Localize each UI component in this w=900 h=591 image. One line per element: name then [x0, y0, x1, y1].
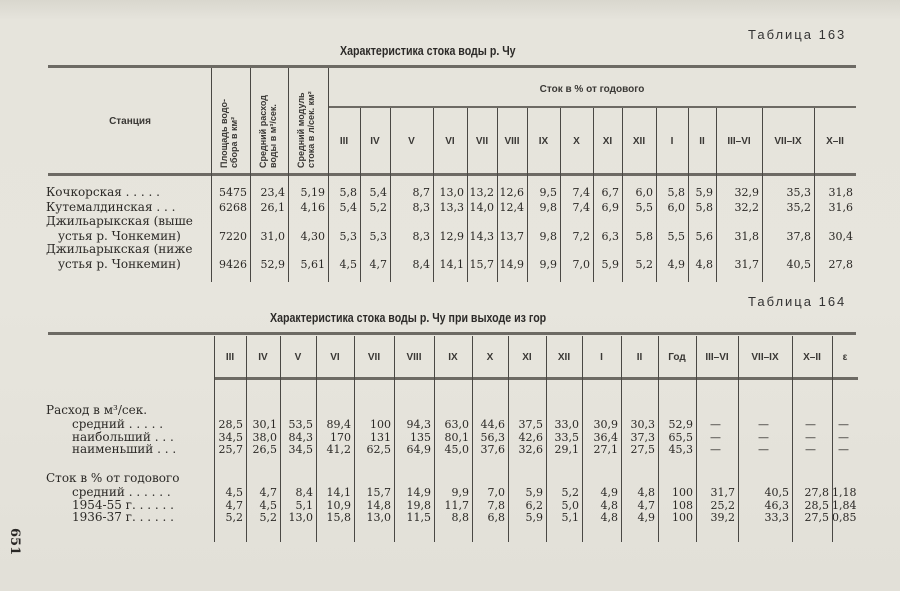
column-header: III–VI	[705, 352, 729, 363]
table-cell: 5,5	[667, 230, 685, 243]
table-cell: 5,2	[369, 201, 387, 214]
table-cell: 5,9	[695, 186, 713, 199]
table-cell: 11,7	[444, 498, 469, 512]
row-label: наибольший . . .	[72, 429, 174, 444]
month-header: VII	[475, 136, 489, 147]
table-164-header-rule	[214, 377, 858, 380]
table-cell: 5,1	[561, 511, 579, 524]
table-cell: 4,16	[300, 201, 325, 214]
table-cell: 9,5	[539, 186, 557, 199]
column-header: V	[294, 352, 302, 363]
month-header: IV	[370, 136, 380, 147]
table-cell: 31,6	[828, 201, 853, 214]
table-cell: 5,3	[369, 230, 387, 243]
table-cell: 7,0	[487, 486, 505, 499]
table-cell: 5,8	[667, 186, 685, 199]
column-header: I	[600, 352, 603, 363]
table-cell: —	[710, 443, 721, 456]
month-header: VI	[445, 136, 455, 147]
table-cell: 12,4	[499, 201, 524, 214]
column-header: VIII	[406, 352, 422, 363]
month-header: X–II	[826, 136, 844, 147]
table-cell: 56,3	[480, 430, 505, 444]
table-cell: 6,8	[487, 511, 505, 524]
table-cell: 33,3	[764, 511, 789, 524]
table-cell: 13,0	[366, 511, 391, 524]
column-header: IV	[258, 352, 268, 363]
table-cell: 14,1	[439, 258, 464, 271]
table-163-title: Характеристика стока воды р. Чу	[340, 44, 516, 58]
table-cell: 39,2	[710, 511, 735, 524]
table-cell: 37,8	[786, 230, 811, 243]
table-cell: 5,19	[300, 186, 325, 199]
column-header: XII	[557, 352, 571, 363]
section-title: Сток в % от годового	[46, 471, 180, 485]
station-name: Кочкорская . . . . .	[46, 185, 160, 199]
table-cell: 15,8	[326, 511, 351, 524]
table-cell: 32,2	[734, 201, 759, 214]
section-title: Расход в м³/сек.	[46, 403, 148, 417]
table-cell: 27,5	[630, 443, 655, 456]
table-cell: 13,0	[288, 511, 313, 524]
table-cell: 5,2	[225, 511, 243, 524]
table-cell: 8,4	[412, 258, 430, 271]
table-cell: 4,5	[339, 258, 357, 271]
column-header: X	[486, 352, 494, 363]
table-cell: —	[710, 430, 721, 444]
table-cell: 7,8	[487, 498, 505, 512]
table-cell: 6,3	[601, 230, 619, 243]
table-cell: 14,8	[366, 498, 391, 512]
row-label: наименьший . . .	[72, 442, 177, 456]
table-cell: 31,8	[734, 230, 759, 243]
month-header: V	[408, 136, 415, 147]
table-cell: 170	[330, 430, 351, 444]
table-cell: 5,2	[259, 511, 277, 524]
table-cell: 12,9	[439, 230, 464, 243]
table-cell: —	[710, 418, 721, 431]
station-name: устья р. Чонкемин)	[58, 229, 181, 243]
table-cell: 33,5	[554, 430, 579, 444]
table-cell: 41,2	[326, 443, 351, 456]
table-cell: 42,6	[518, 430, 543, 444]
table-cell: 9,8	[539, 230, 557, 243]
table-cell: 5,8	[339, 186, 357, 199]
station-header: Станция	[109, 116, 151, 127]
table-cell: 30,9	[593, 418, 618, 431]
table-cell: —	[805, 443, 816, 456]
column-header: VI	[330, 352, 340, 363]
column-divider	[328, 68, 329, 282]
column-header: VII	[367, 352, 381, 363]
table-cell: 40,5	[764, 486, 789, 499]
table-cell: 8,4	[295, 486, 313, 499]
table-cell: 31,8	[828, 186, 853, 199]
row-label: 1936-37 г. . . . . .	[72, 510, 174, 524]
table-cell: 34,5	[288, 443, 313, 456]
table-cell: 4,5	[225, 486, 243, 499]
table-cell: 29,1	[554, 443, 579, 456]
table-cell: 35,2	[786, 201, 811, 214]
month-header: XII	[632, 136, 646, 147]
table-cell: 14,9	[406, 486, 431, 499]
page-number: 651	[7, 528, 22, 556]
table-cell: 4,7	[259, 486, 277, 499]
table-cell: 25,7	[218, 443, 243, 456]
table-cell: 9,9	[539, 258, 557, 271]
table-cell: 1,84	[832, 498, 857, 512]
table-cell: 131	[370, 430, 391, 444]
table-cell: 5,1	[295, 498, 313, 512]
column-header: ε	[842, 352, 848, 363]
table-cell: 5,4	[369, 186, 387, 199]
month-header: X	[573, 136, 580, 147]
table-cell: 37,6	[480, 443, 505, 456]
group-header: Сток в % от годового	[539, 84, 645, 95]
table-cell: 64,9	[406, 443, 431, 456]
table-cell: 7,4	[572, 201, 590, 214]
table-cell: 63,0	[444, 418, 469, 431]
table-cell: 4,8	[600, 498, 618, 512]
table-cell: 8,3	[412, 230, 430, 243]
table-cell: 34,5	[218, 430, 243, 444]
table-cell: 36,4	[593, 430, 618, 444]
table-cell: 65,5	[668, 430, 693, 444]
table-cell: 7,0	[572, 258, 590, 271]
table-cell: —	[758, 418, 769, 431]
table-cell: 6,2	[525, 498, 543, 512]
column-header: II	[636, 352, 643, 363]
table-cell: 62,5	[366, 443, 391, 456]
row-label: средний . . . . .	[72, 417, 164, 431]
row-label: средний . . . . . .	[72, 485, 171, 499]
column-header: Год	[668, 352, 686, 363]
table-cell: 27,5	[804, 511, 829, 524]
table-cell: 27,8	[828, 258, 853, 271]
table-cell: 100	[672, 486, 693, 499]
table-cell: 52,9	[668, 418, 693, 431]
table-cell: 45,0	[444, 443, 469, 456]
column-header: III	[225, 352, 235, 363]
station-name: Кутемалдинская . . .	[46, 200, 176, 214]
row-label: 1954-55 г. . . . . .	[72, 497, 174, 512]
table-cell: —	[805, 418, 816, 431]
column-divider	[211, 68, 212, 282]
table-cell: 15,7	[469, 258, 494, 271]
table-163-header-rule	[48, 173, 856, 176]
table-cell: 19,8	[406, 498, 431, 512]
station-name: Джильарыкская (ниже	[46, 242, 193, 256]
table-cell: 5,6	[695, 230, 713, 243]
table-cell: 31,7	[710, 486, 735, 499]
table-cell: 31,7	[734, 258, 759, 271]
table-cell: 0,85	[832, 511, 857, 524]
table-cell: 26,5	[252, 443, 277, 456]
table-cell: 6,9	[601, 201, 619, 214]
table-cell: 100	[672, 511, 693, 524]
table-cell: 84,3	[288, 430, 313, 444]
table-cell: 80,1	[444, 430, 469, 444]
table-cell: 12,6	[499, 186, 524, 199]
table-cell: 5,0	[561, 498, 579, 512]
table-cell: 15,7	[366, 486, 391, 499]
table-cell: 10,9	[326, 498, 351, 512]
table-cell: —	[838, 443, 849, 456]
table-cell: 31,0	[260, 230, 285, 243]
table-cell: 94,3	[406, 418, 431, 431]
table-cell: 6,7	[601, 186, 619, 199]
month-header: II	[699, 136, 705, 147]
table-163-top-rule	[48, 65, 856, 68]
table-cell: —	[805, 430, 816, 444]
table-cell: 5,9	[525, 486, 543, 499]
column-header: XI	[522, 352, 532, 363]
column-header-rotated: Площадь водо- сбора в км²	[219, 98, 239, 168]
table-cell: 4,30	[300, 230, 325, 243]
table-cell: 23,4	[260, 186, 285, 199]
station-name: Джильарыкская (выше	[46, 214, 193, 228]
table-cell: 14,3	[469, 230, 494, 243]
column-header-rotated: Средний расход воды в м³/сек.	[258, 95, 278, 168]
table-cell: 35,3	[786, 186, 811, 199]
table-cell: 4,7	[637, 498, 655, 512]
table-cell: 9,9	[451, 486, 469, 499]
table-cell: 53,5	[288, 418, 313, 431]
table-cell: 13,0	[439, 186, 464, 199]
table-cell: 108	[672, 498, 693, 512]
table-cell: 8,3	[412, 201, 430, 214]
table-cell: 26,1	[260, 201, 285, 214]
column-header: VII–IX	[751, 352, 779, 363]
table-cell: 30,4	[828, 230, 853, 243]
table-cell: 5,3	[339, 230, 357, 243]
table-cell: 14,1	[326, 486, 351, 499]
table-cell: 46,3	[764, 498, 789, 512]
table-164-label: Таблица 164	[748, 294, 847, 309]
table-cell: 100	[370, 418, 391, 431]
table-cell: 32,9	[734, 186, 759, 199]
table-cell: 5,8	[635, 230, 653, 243]
table-cell: 4,9	[600, 486, 618, 499]
table-cell: 6268	[219, 201, 247, 214]
table-cell: 13,3	[439, 201, 464, 214]
table-cell: 135	[410, 430, 431, 444]
month-header: IX	[538, 136, 549, 147]
table-cell: —	[758, 430, 769, 444]
table-cell: 44,6	[480, 418, 505, 431]
table-cell: 4,7	[225, 498, 243, 512]
table-cell: 27,1	[593, 443, 618, 456]
table-cell: 28,5	[218, 418, 243, 431]
table-cell: 4,8	[695, 258, 713, 271]
table-cell: 4,8	[637, 486, 655, 499]
month-header: III–VI	[727, 136, 751, 147]
table-cell: 11,5	[406, 511, 431, 524]
table-cell: 4,8	[600, 511, 618, 524]
table-cell: 7,2	[572, 230, 590, 243]
table-cell: 30,3	[630, 418, 655, 431]
table-cell: 27,8	[804, 486, 829, 499]
table-163-label: Таблица 163	[748, 27, 847, 42]
month-header: I	[670, 136, 674, 147]
table-cell: —	[838, 430, 849, 444]
month-header: III	[339, 136, 349, 147]
table-cell: 13,7	[499, 230, 524, 243]
table-cell: 8,8	[451, 511, 469, 524]
station-name: устья р. Чонкемин)	[58, 257, 181, 271]
table-cell: 8,7	[412, 186, 430, 199]
table-cell: 5,61	[300, 258, 325, 271]
table-cell: 7220	[219, 230, 247, 243]
table-cell: 40,5	[786, 258, 811, 271]
table-cell: —	[838, 418, 849, 431]
table-cell: 5,9	[601, 258, 619, 271]
table-cell: 5,2	[561, 486, 579, 499]
table-cell: 1,18	[832, 486, 857, 499]
table-cell: 14,0	[469, 201, 494, 214]
column-header: IX	[448, 352, 458, 363]
table-cell: 9426	[219, 258, 247, 271]
table-164-title: Характеристика стока воды р. Чу при выходе из гор	[270, 311, 547, 325]
table-cell: 5,5	[635, 201, 653, 214]
table-cell: 7,4	[572, 186, 590, 199]
table-cell: 5,8	[695, 201, 713, 214]
table-cell: 5,4	[339, 201, 357, 214]
table-cell: 37,3	[630, 430, 655, 444]
column-divider	[250, 68, 251, 282]
table-cell: 45,3	[668, 443, 693, 456]
table-cell: 6,0	[667, 201, 685, 214]
table-cell: 5,9	[525, 511, 543, 524]
table-cell: 28,5	[804, 498, 829, 512]
table-cell: 13,2	[469, 186, 494, 199]
table-cell: 5475	[219, 186, 247, 199]
table-cell: 25,2	[710, 498, 735, 512]
table-cell: 30,1	[252, 418, 277, 431]
table-cell: 4,5	[259, 498, 277, 512]
month-header: VIII	[504, 136, 520, 147]
table-cell: —	[758, 443, 769, 456]
table-163-group-rule	[328, 106, 856, 108]
column-header-rotated: Средний модуль стока в л/сек. км²	[296, 91, 316, 168]
table-cell: 4,9	[637, 511, 655, 524]
month-header: VII–IX	[774, 136, 802, 147]
table-cell: 38,0	[252, 430, 277, 444]
table-cell: 5,2	[635, 258, 653, 271]
table-164-top-rule	[48, 332, 856, 335]
table-cell: 4,9	[667, 258, 685, 271]
table-cell: 14,9	[499, 258, 524, 271]
table-cell: 6,0	[635, 186, 653, 199]
table-cell: 33,0	[554, 418, 579, 431]
table-cell: 89,4	[326, 418, 351, 431]
table-cell: 9,8	[539, 201, 557, 214]
table-cell: 4,7	[369, 258, 387, 271]
table-cell: 52,9	[260, 258, 285, 271]
table-cell: 37,5	[518, 418, 543, 431]
column-header: X–II	[803, 352, 821, 363]
month-header: XI	[602, 136, 613, 147]
column-divider	[288, 68, 289, 282]
table-cell: 32,6	[518, 443, 543, 456]
